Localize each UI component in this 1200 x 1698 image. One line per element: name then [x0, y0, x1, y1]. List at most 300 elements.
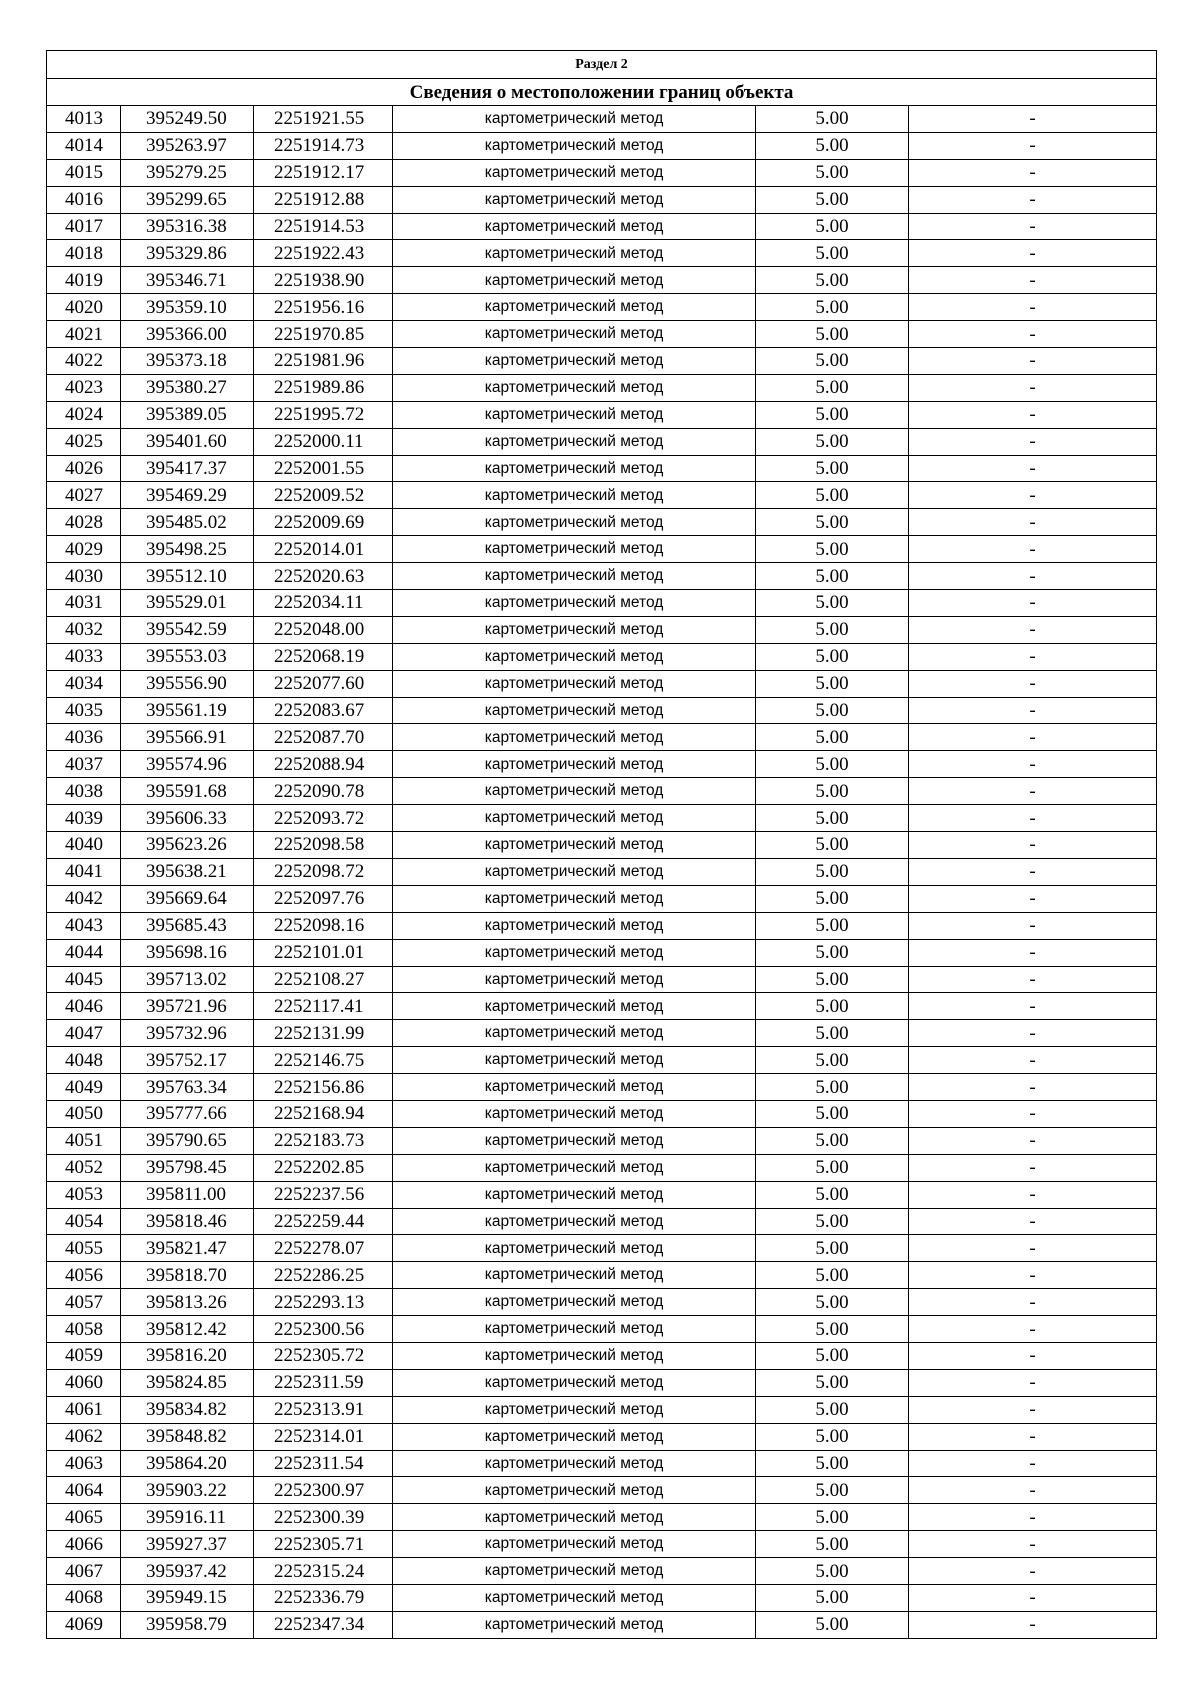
method-cell: картометрический метод [393, 455, 756, 482]
x-coordinate-cell: 395949.15 [121, 1584, 254, 1611]
accuracy-cell: 5.00 [756, 590, 909, 617]
y-coordinate-cell: 2252286.25 [254, 1262, 393, 1289]
note-cell: - [909, 1208, 1157, 1235]
x-coordinate-cell: 395811.00 [121, 1181, 254, 1208]
x-coordinate-cell: 395299.65 [121, 186, 254, 213]
point-number-cell: 4018 [47, 240, 121, 267]
accuracy-cell: 5.00 [756, 1477, 909, 1504]
accuracy-cell: 5.00 [756, 374, 909, 401]
point-number-cell: 4043 [47, 912, 121, 939]
table-row [47, 1100, 1157, 1127]
y-coordinate-cell: 2252300.39 [254, 1504, 393, 1531]
table-row [47, 1450, 1157, 1477]
y-coordinate-cell: 2252300.56 [254, 1316, 393, 1343]
note-cell: - [909, 294, 1157, 321]
table-row [47, 428, 1157, 455]
accuracy-cell: 5.00 [756, 939, 909, 966]
point-number-cell: 4055 [47, 1235, 121, 1262]
method-cell: картометрический метод [393, 267, 756, 294]
accuracy-cell: 5.00 [756, 1396, 909, 1423]
y-coordinate-cell: 2251914.53 [254, 213, 393, 240]
x-coordinate-cell: 395574.96 [121, 751, 254, 778]
y-coordinate-cell: 2251914.73 [254, 132, 393, 159]
y-coordinate-cell: 2251912.17 [254, 159, 393, 186]
x-coordinate-cell: 395824.85 [121, 1369, 254, 1396]
point-number-cell: 4067 [47, 1558, 121, 1585]
table-row [47, 832, 1157, 859]
x-coordinate-cell: 395401.60 [121, 428, 254, 455]
method-cell: картометрический метод [393, 1450, 756, 1477]
point-number-cell: 4068 [47, 1584, 121, 1611]
x-coordinate-cell: 395249.50 [121, 106, 254, 133]
table-row [47, 186, 1157, 213]
method-cell: картометрический метод [393, 805, 756, 832]
accuracy-cell: 5.00 [756, 616, 909, 643]
accuracy-cell: 5.00 [756, 858, 909, 885]
point-number-cell: 4050 [47, 1100, 121, 1127]
method-cell: картометрический метод [393, 1154, 756, 1181]
y-coordinate-cell: 2252009.69 [254, 509, 393, 536]
method-cell: картометрический метод [393, 1584, 756, 1611]
accuracy-cell: 5.00 [756, 482, 909, 509]
method-cell: картометрический метод [393, 1100, 756, 1127]
accuracy-cell: 5.00 [756, 1558, 909, 1585]
note-cell: - [909, 1477, 1157, 1504]
x-coordinate-cell: 395732.96 [121, 1020, 254, 1047]
method-cell: картометрический метод [393, 590, 756, 617]
table-row [47, 132, 1157, 159]
accuracy-cell: 5.00 [756, 1611, 909, 1638]
note-cell: - [909, 939, 1157, 966]
note-cell: - [909, 1020, 1157, 1047]
accuracy-cell: 5.00 [756, 1074, 909, 1101]
point-number-cell: 4019 [47, 267, 121, 294]
y-coordinate-cell: 2251912.88 [254, 186, 393, 213]
point-number-cell: 4066 [47, 1531, 121, 1558]
x-coordinate-cell: 395366.00 [121, 321, 254, 348]
x-coordinate-cell: 395790.65 [121, 1127, 254, 1154]
y-coordinate-cell: 2252098.58 [254, 832, 393, 859]
method-cell: картометрический метод [393, 159, 756, 186]
note-cell: - [909, 1396, 1157, 1423]
method-cell: картометрический метод [393, 348, 756, 375]
method-cell: картометрический метод [393, 132, 756, 159]
y-coordinate-cell: 2252146.75 [254, 1047, 393, 1074]
point-number-cell: 4031 [47, 590, 121, 617]
method-cell: картометрический метод [393, 643, 756, 670]
note-cell: - [909, 159, 1157, 186]
point-number-cell: 4063 [47, 1450, 121, 1477]
point-number-cell: 4025 [47, 428, 121, 455]
method-cell: картометрический метод [393, 1477, 756, 1504]
accuracy-cell: 5.00 [756, 213, 909, 240]
accuracy-cell: 5.00 [756, 428, 909, 455]
x-coordinate-cell: 395469.29 [121, 482, 254, 509]
y-coordinate-cell: 2252083.67 [254, 697, 393, 724]
accuracy-cell: 5.00 [756, 186, 909, 213]
method-cell: картометрический метод [393, 1262, 756, 1289]
y-coordinate-cell: 2252034.11 [254, 590, 393, 617]
point-number-cell: 4047 [47, 1020, 121, 1047]
point-number-cell: 4023 [47, 374, 121, 401]
y-coordinate-cell: 2252068.19 [254, 643, 393, 670]
note-cell: - [909, 1100, 1157, 1127]
x-coordinate-cell: 395812.42 [121, 1316, 254, 1343]
point-number-cell: 4016 [47, 186, 121, 213]
point-number-cell: 4056 [47, 1262, 121, 1289]
point-number-cell: 4059 [47, 1342, 121, 1369]
x-coordinate-cell: 395903.22 [121, 1477, 254, 1504]
table-row [47, 1423, 1157, 1450]
y-coordinate-cell: 2252000.11 [254, 428, 393, 455]
x-coordinate-cell: 395561.19 [121, 697, 254, 724]
point-number-cell: 4020 [47, 294, 121, 321]
x-coordinate-cell: 395279.25 [121, 159, 254, 186]
point-number-cell: 4022 [47, 348, 121, 375]
method-cell: картометрический метод [393, 1020, 756, 1047]
y-coordinate-cell: 2252311.54 [254, 1450, 393, 1477]
method-cell: картометрический метод [393, 536, 756, 563]
y-coordinate-cell: 2252097.76 [254, 885, 393, 912]
y-coordinate-cell: 2252259.44 [254, 1208, 393, 1235]
note-cell: - [909, 697, 1157, 724]
method-cell: картометрический метод [393, 751, 756, 778]
y-coordinate-cell: 2252093.72 [254, 805, 393, 832]
note-cell: - [909, 186, 1157, 213]
table-row [47, 159, 1157, 186]
y-coordinate-cell: 2251995.72 [254, 401, 393, 428]
note-cell: - [909, 1047, 1157, 1074]
note-cell: - [909, 321, 1157, 348]
x-coordinate-cell: 395606.33 [121, 805, 254, 832]
x-coordinate-cell: 395763.34 [121, 1074, 254, 1101]
accuracy-cell: 5.00 [756, 1262, 909, 1289]
accuracy-cell: 5.00 [756, 1208, 909, 1235]
note-cell: - [909, 374, 1157, 401]
table-row [47, 912, 1157, 939]
point-number-cell: 4040 [47, 832, 121, 859]
y-coordinate-cell: 2252183.73 [254, 1127, 393, 1154]
x-coordinate-cell: 395329.86 [121, 240, 254, 267]
y-coordinate-cell: 2252156.86 [254, 1074, 393, 1101]
y-coordinate-cell: 2252311.59 [254, 1369, 393, 1396]
note-cell: - [909, 590, 1157, 617]
note-cell: - [909, 1531, 1157, 1558]
point-number-cell: 4062 [47, 1423, 121, 1450]
table-row [47, 455, 1157, 482]
point-number-cell: 4024 [47, 401, 121, 428]
table-row [47, 536, 1157, 563]
note-cell: - [909, 1289, 1157, 1316]
y-coordinate-cell: 2252117.41 [254, 993, 393, 1020]
method-cell: картометрический метод [393, 1047, 756, 1074]
point-number-cell: 4041 [47, 858, 121, 885]
y-coordinate-cell: 2252009.52 [254, 482, 393, 509]
x-coordinate-cell: 395864.20 [121, 1450, 254, 1477]
point-number-cell: 4045 [47, 966, 121, 993]
x-coordinate-cell: 395818.46 [121, 1208, 254, 1235]
x-coordinate-cell: 395263.97 [121, 132, 254, 159]
method-cell: картометрический метод [393, 1531, 756, 1558]
table-row [47, 1289, 1157, 1316]
note-cell: - [909, 832, 1157, 859]
x-coordinate-cell: 395813.26 [121, 1289, 254, 1316]
table-row [47, 1262, 1157, 1289]
note-cell: - [909, 240, 1157, 267]
table-row [47, 1235, 1157, 1262]
x-coordinate-cell: 395553.03 [121, 643, 254, 670]
x-coordinate-cell: 395373.18 [121, 348, 254, 375]
point-number-cell: 4036 [47, 724, 121, 751]
method-cell: картометрический метод [393, 993, 756, 1020]
note-cell: - [909, 1342, 1157, 1369]
accuracy-cell: 5.00 [756, 401, 909, 428]
method-cell: картометрический метод [393, 1208, 756, 1235]
method-cell: картометрический метод [393, 670, 756, 697]
note-cell: - [909, 401, 1157, 428]
accuracy-cell: 5.00 [756, 240, 909, 267]
x-coordinate-cell: 395591.68 [121, 778, 254, 805]
accuracy-cell: 5.00 [756, 912, 909, 939]
accuracy-cell: 5.00 [756, 294, 909, 321]
method-cell: картометрический метод [393, 858, 756, 885]
method-cell: картометрический метод [393, 697, 756, 724]
x-coordinate-cell: 395713.02 [121, 966, 254, 993]
table-row [47, 321, 1157, 348]
accuracy-cell: 5.00 [756, 1235, 909, 1262]
point-number-cell: 4021 [47, 321, 121, 348]
accuracy-cell: 5.00 [756, 697, 909, 724]
note-cell: - [909, 1584, 1157, 1611]
point-number-cell: 4033 [47, 643, 121, 670]
table-row [47, 294, 1157, 321]
table-row [47, 1396, 1157, 1423]
table-row [47, 590, 1157, 617]
table-row [47, 1369, 1157, 1396]
method-cell: картометрический метод [393, 1423, 756, 1450]
point-number-cell: 4015 [47, 159, 121, 186]
method-cell: картометрический метод [393, 482, 756, 509]
section-label: Раздел 2 [47, 51, 1157, 79]
table-row [47, 1127, 1157, 1154]
point-number-cell: 4028 [47, 509, 121, 536]
y-coordinate-cell: 2252101.01 [254, 939, 393, 966]
method-cell: картометрический метод [393, 616, 756, 643]
method-cell: картометрический метод [393, 939, 756, 966]
method-cell: картометрический метод [393, 509, 756, 536]
note-cell: - [909, 213, 1157, 240]
y-coordinate-cell: 2252108.27 [254, 966, 393, 993]
table-row [47, 401, 1157, 428]
accuracy-cell: 5.00 [756, 993, 909, 1020]
note-cell: - [909, 428, 1157, 455]
accuracy-cell: 5.00 [756, 348, 909, 375]
method-cell: картометрический метод [393, 1289, 756, 1316]
table-row [47, 1342, 1157, 1369]
note-cell: - [909, 858, 1157, 885]
accuracy-cell: 5.00 [756, 1342, 909, 1369]
table-row [47, 1531, 1157, 1558]
accuracy-cell: 5.00 [756, 724, 909, 751]
note-cell: - [909, 536, 1157, 563]
table-heading: Сведения о местоположении границ объекта [47, 79, 1157, 106]
x-coordinate-cell: 395417.37 [121, 455, 254, 482]
y-coordinate-cell: 2252313.91 [254, 1396, 393, 1423]
table-row [47, 213, 1157, 240]
note-cell: - [909, 1262, 1157, 1289]
table-row [47, 563, 1157, 590]
y-coordinate-cell: 2252300.97 [254, 1477, 393, 1504]
method-cell: картометрический метод [393, 1558, 756, 1585]
table-row [47, 1611, 1157, 1638]
y-coordinate-cell: 2251922.43 [254, 240, 393, 267]
note-cell: - [909, 751, 1157, 778]
x-coordinate-cell: 395777.66 [121, 1100, 254, 1127]
y-coordinate-cell: 2252001.55 [254, 455, 393, 482]
point-number-cell: 4039 [47, 805, 121, 832]
y-coordinate-cell: 2251921.55 [254, 106, 393, 133]
note-cell: - [909, 455, 1157, 482]
accuracy-cell: 5.00 [756, 1316, 909, 1343]
accuracy-cell: 5.00 [756, 509, 909, 536]
accuracy-cell: 5.00 [756, 1020, 909, 1047]
accuracy-cell: 5.00 [756, 966, 909, 993]
accuracy-cell: 5.00 [756, 1100, 909, 1127]
note-cell: - [909, 132, 1157, 159]
note-cell: - [909, 912, 1157, 939]
x-coordinate-cell: 395821.47 [121, 1235, 254, 1262]
method-cell: картометрический метод [393, 1611, 756, 1638]
table-row [47, 993, 1157, 1020]
x-coordinate-cell: 395556.90 [121, 670, 254, 697]
note-cell: - [909, 1074, 1157, 1101]
note-cell: - [909, 1369, 1157, 1396]
y-coordinate-cell: 2252305.71 [254, 1531, 393, 1558]
accuracy-cell: 5.00 [756, 267, 909, 294]
table-row [47, 939, 1157, 966]
method-cell: картометрический метод [393, 563, 756, 590]
y-coordinate-cell: 2251970.85 [254, 321, 393, 348]
method-cell: картометрический метод [393, 885, 756, 912]
x-coordinate-cell: 395958.79 [121, 1611, 254, 1638]
point-number-cell: 4053 [47, 1181, 121, 1208]
accuracy-cell: 5.00 [756, 1127, 909, 1154]
note-cell: - [909, 348, 1157, 375]
x-coordinate-cell: 395916.11 [121, 1504, 254, 1531]
x-coordinate-cell: 395623.26 [121, 832, 254, 859]
point-number-cell: 4051 [47, 1127, 121, 1154]
accuracy-cell: 5.00 [756, 778, 909, 805]
y-coordinate-cell: 2252088.94 [254, 751, 393, 778]
note-cell: - [909, 509, 1157, 536]
note-cell: - [909, 643, 1157, 670]
accuracy-cell: 5.00 [756, 1423, 909, 1450]
point-number-cell: 4057 [47, 1289, 121, 1316]
table-row [47, 778, 1157, 805]
note-cell: - [909, 106, 1157, 133]
method-cell: картометрический метод [393, 966, 756, 993]
accuracy-cell: 5.00 [756, 1450, 909, 1477]
x-coordinate-cell: 395359.10 [121, 294, 254, 321]
note-cell: - [909, 482, 1157, 509]
table-row [47, 1020, 1157, 1047]
x-coordinate-cell: 395927.37 [121, 1531, 254, 1558]
point-number-cell: 4061 [47, 1396, 121, 1423]
method-cell: картометрический метод [393, 1396, 756, 1423]
x-coordinate-cell: 395542.59 [121, 616, 254, 643]
boundary-coordinates-table [46, 50, 1157, 1639]
point-number-cell: 4034 [47, 670, 121, 697]
table-row [47, 670, 1157, 697]
note-cell: - [909, 966, 1157, 993]
method-cell: картометрический метод [393, 321, 756, 348]
point-number-cell: 4042 [47, 885, 121, 912]
point-number-cell: 4014 [47, 132, 121, 159]
accuracy-cell: 5.00 [756, 563, 909, 590]
table-row [47, 267, 1157, 294]
method-cell: картометрический метод [393, 428, 756, 455]
accuracy-cell: 5.00 [756, 1154, 909, 1181]
accuracy-cell: 5.00 [756, 455, 909, 482]
point-number-cell: 4064 [47, 1477, 121, 1504]
x-coordinate-cell: 395752.17 [121, 1047, 254, 1074]
accuracy-cell: 5.00 [756, 751, 909, 778]
table-row [47, 1477, 1157, 1504]
accuracy-cell: 5.00 [756, 1531, 909, 1558]
table-row [47, 374, 1157, 401]
point-number-cell: 4030 [47, 563, 121, 590]
y-coordinate-cell: 2252347.34 [254, 1611, 393, 1638]
note-cell: - [909, 1450, 1157, 1477]
x-coordinate-cell: 395848.82 [121, 1423, 254, 1450]
table-row [47, 1316, 1157, 1343]
x-coordinate-cell: 395512.10 [121, 563, 254, 590]
table-row [47, 616, 1157, 643]
table-row [47, 509, 1157, 536]
accuracy-cell: 5.00 [756, 536, 909, 563]
y-coordinate-cell: 2252314.01 [254, 1423, 393, 1450]
method-cell: картометрический метод [393, 1181, 756, 1208]
method-cell: картометрический метод [393, 778, 756, 805]
point-number-cell: 4017 [47, 213, 121, 240]
accuracy-cell: 5.00 [756, 1289, 909, 1316]
point-number-cell: 4046 [47, 993, 121, 1020]
note-cell: - [909, 885, 1157, 912]
point-number-cell: 4029 [47, 536, 121, 563]
point-number-cell: 4049 [47, 1074, 121, 1101]
note-cell: - [909, 1504, 1157, 1531]
x-coordinate-cell: 395485.02 [121, 509, 254, 536]
note-cell: - [909, 1558, 1157, 1585]
method-cell: картометрический метод [393, 1235, 756, 1262]
method-cell: картометрический метод [393, 374, 756, 401]
y-coordinate-cell: 2252202.85 [254, 1154, 393, 1181]
x-coordinate-cell: 395798.45 [121, 1154, 254, 1181]
y-coordinate-cell: 2252098.72 [254, 858, 393, 885]
y-coordinate-cell: 2252020.63 [254, 563, 393, 590]
table-row [47, 106, 1157, 133]
note-cell: - [909, 778, 1157, 805]
table-row [47, 1558, 1157, 1585]
method-cell: картометрический метод [393, 294, 756, 321]
table-row [47, 1208, 1157, 1235]
accuracy-cell: 5.00 [756, 1504, 909, 1531]
accuracy-cell: 5.00 [756, 670, 909, 697]
x-coordinate-cell: 395721.96 [121, 993, 254, 1020]
point-number-cell: 4013 [47, 106, 121, 133]
y-coordinate-cell: 2252087.70 [254, 724, 393, 751]
accuracy-cell: 5.00 [756, 1369, 909, 1396]
